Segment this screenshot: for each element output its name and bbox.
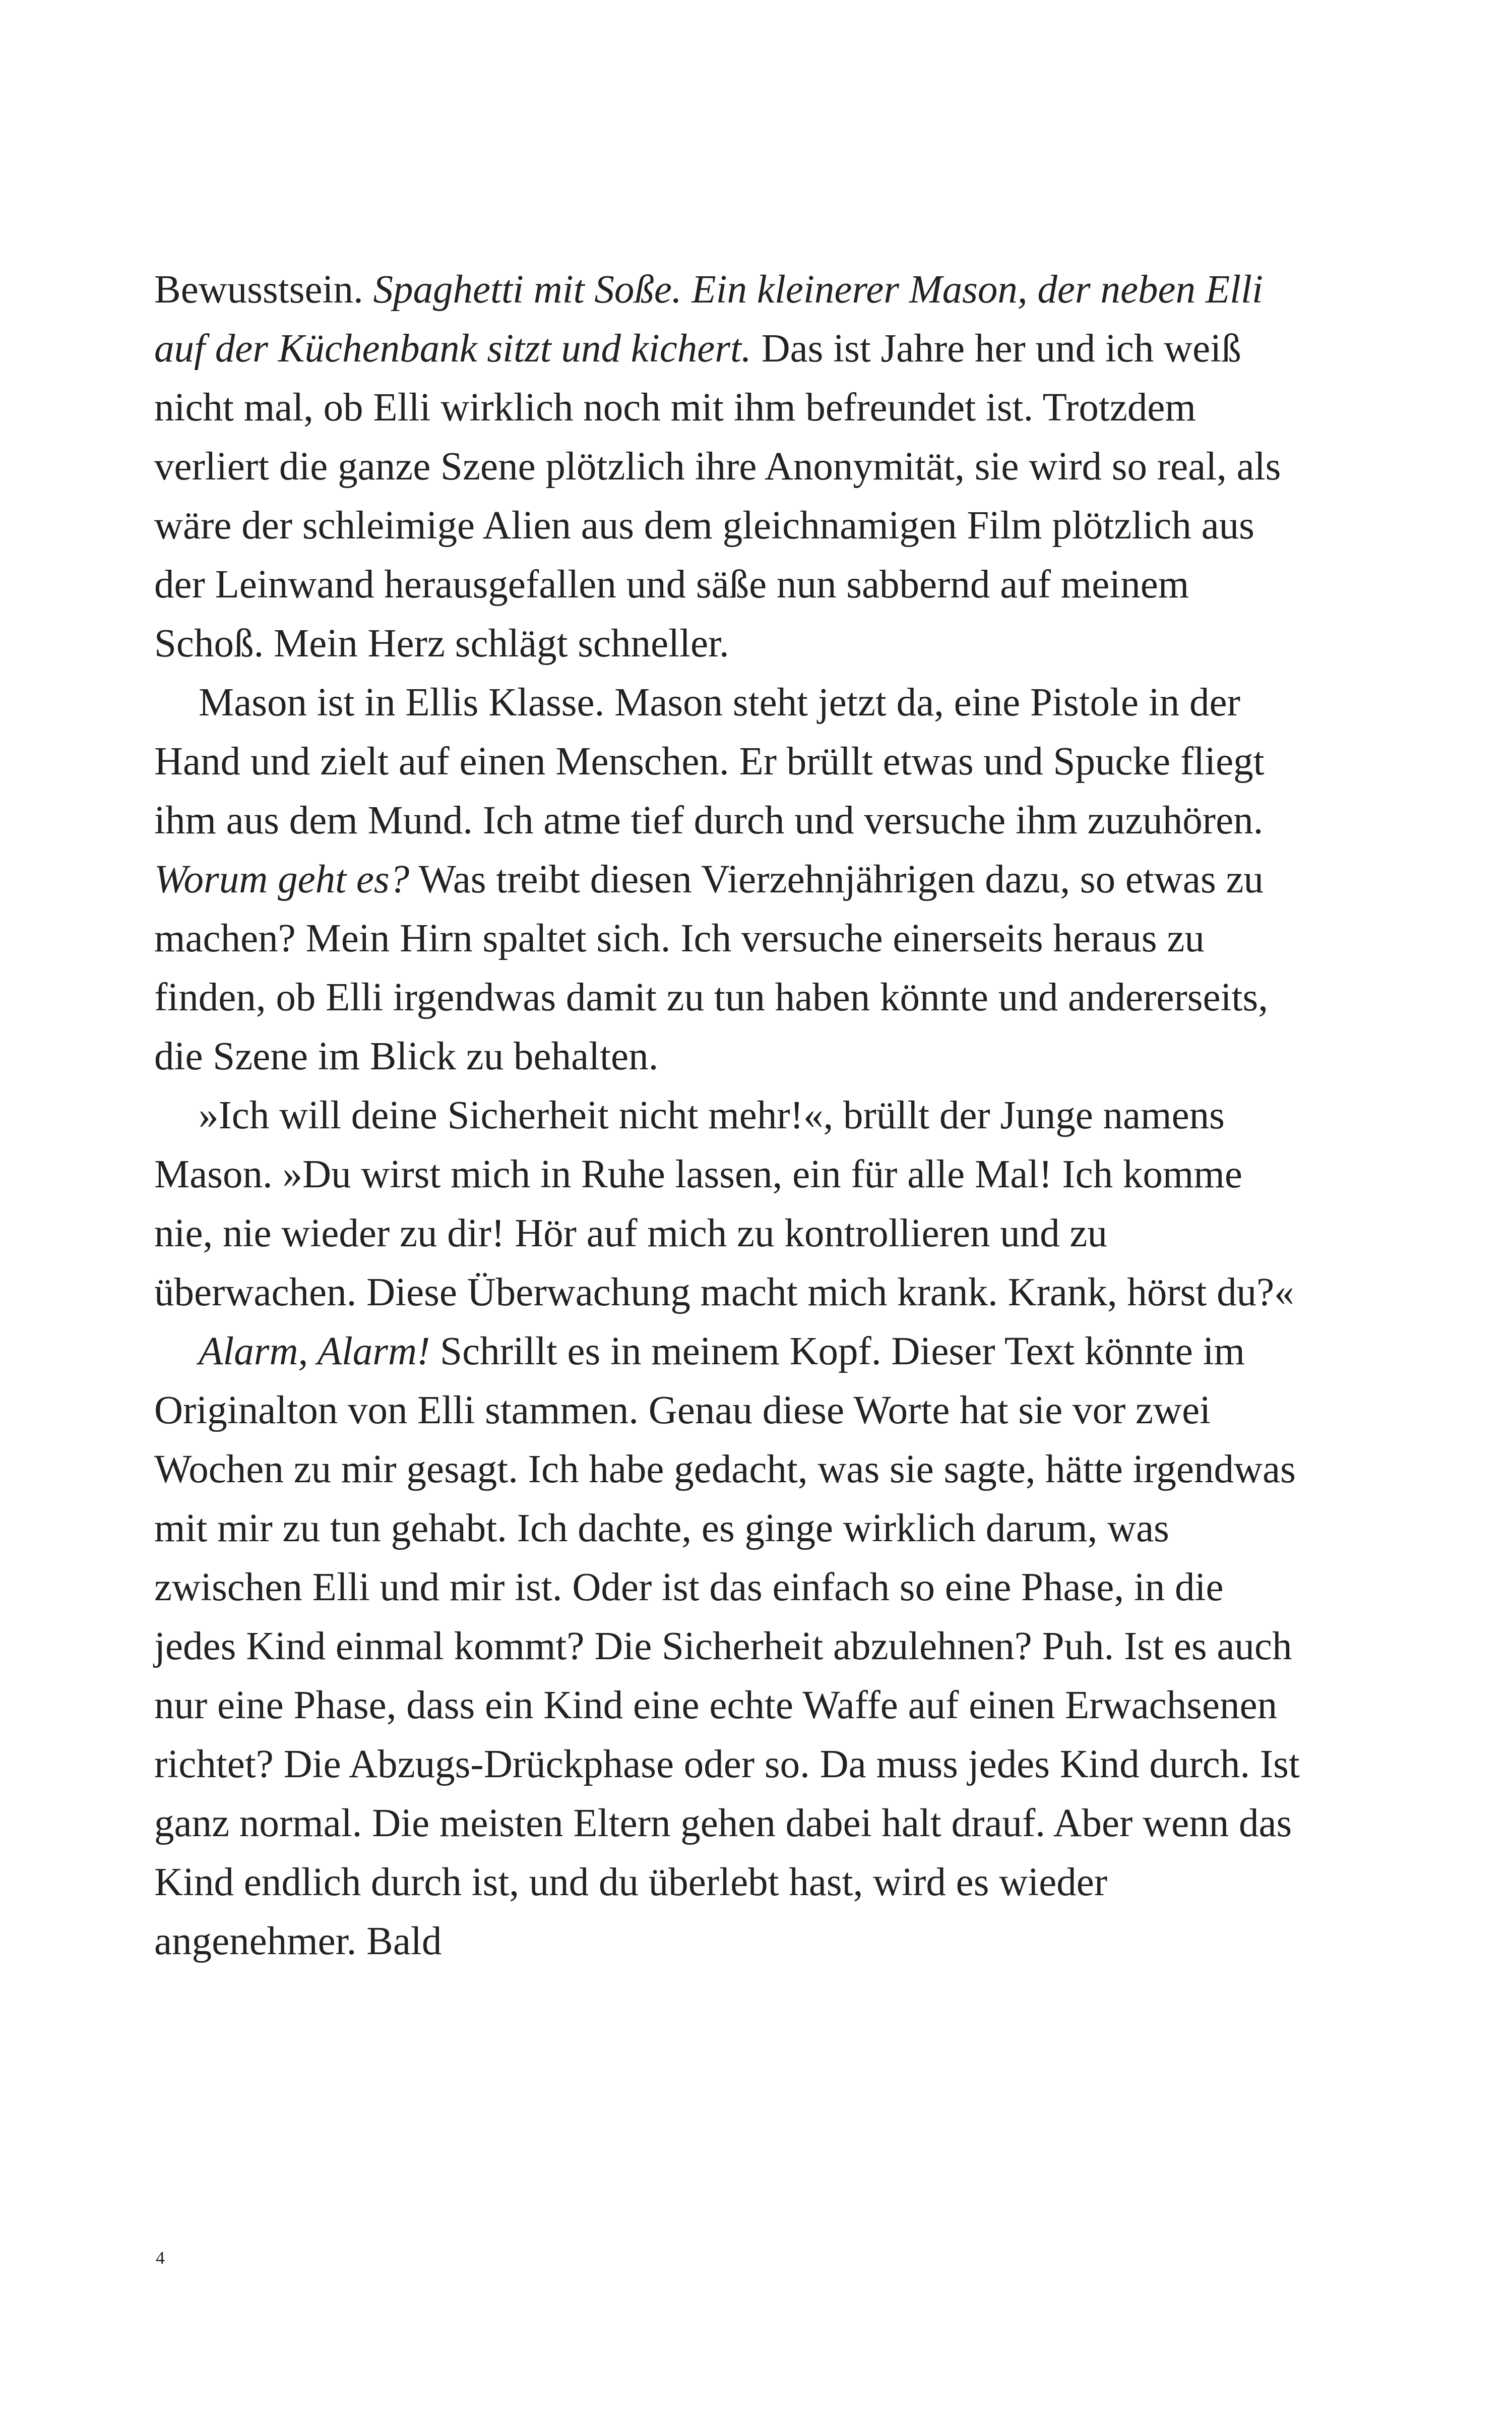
text-run: Was treibt diesen Vierzehnjährigen dazu, so etwas zu machen? Mein Hirn spaltet sich. Ich versuche einerseits heraus zu finden, ob Elli irgendwas damit zu tun haben könnte und andererseits, die Szene im Blick zu behalten. [154, 858, 1268, 1078]
text-run: »Ich will deine Sicherheit nicht mehr!«, brüllt der Junge namens Mason. »Du wirst mich in Ruhe lassen, ein für alle Mal! Ich komme nie, nie wieder zu dir! Hör auf mich zu kontrollieren und zu überwachen. Diese Überwachung macht mich krank. Krank, hörst du?« [154, 1094, 1294, 1314]
italic-text-run: Spaghetti mit Soße. Ein kleinerer Mason, der neben Elli auf der Küchenbank sitzt und kichert. [154, 268, 1263, 371]
text-run: Mason ist in Ellis Klasse. Mason steht jetzt da, eine Pistole in der Hand und zielt auf einen Menschen. Er brüllt etwas und Spucke fliegt ihm aus dem Mund. Ich atme tief durch und versuche ihm zuzuhören. [154, 681, 1265, 842]
body-text [154, 260, 1303, 1971]
text-run: Schrillt es in meinem Kopf. Dieser Text könnte im Originalton von Elli stammen. Genau diese Worte hat sie vor zwei Wochen zu mir gesagt. Ich habe gedacht, was sie sagte, hätte irgendwas mit mir zu tun gehabt. Ich dachte, es ginge wirklich darum, was zwischen Elli und mir ist. Oder ist das einfach so eine Phase, in die jedes Kind einmal kommt? Die Sicherheit abzulehnen? Puh. Ist es auch nur eine Phase, dass ein Kind eine echte Waffe auf einen Erwachsenen richtet? Die Abzugs-Drückphase oder so. Da muss jedes Kind durch. Ist ganz normal. Die meisten Eltern gehen dabei halt drauf. Aber wenn das Kind endlich durch ist, und du überlebt hast, wird es wieder angenehmer. Bald [154, 1329, 1300, 1963]
paragraph-4 [154, 1322, 1303, 1971]
paragraph-1 [154, 260, 1303, 673]
italic-text-run: Alarm, Alarm! [199, 1329, 430, 1373]
italic-text-run: Worum geht es? [154, 858, 410, 901]
paragraph-2 [154, 673, 1303, 1086]
text-run: Bewusstsein. [154, 268, 373, 312]
paragraph-3 [154, 1086, 1303, 1322]
page-number: 4 [156, 2248, 165, 2268]
text-run: Das ist Jahre her und ich weiß nicht mal, ob Elli wirklich noch mit ihm befreundet ist. Trotzdem verliert die ganze Szene plötzlich ihre Anonymität, sie wird so real, als wäre der schleimige Alien aus dem gleichnamigen Film plötzlich aus der Leinwand herausgefallen und säße nun sabbernd auf meinem Schoß. Mein Herz schlägt schneller. [154, 327, 1281, 666]
